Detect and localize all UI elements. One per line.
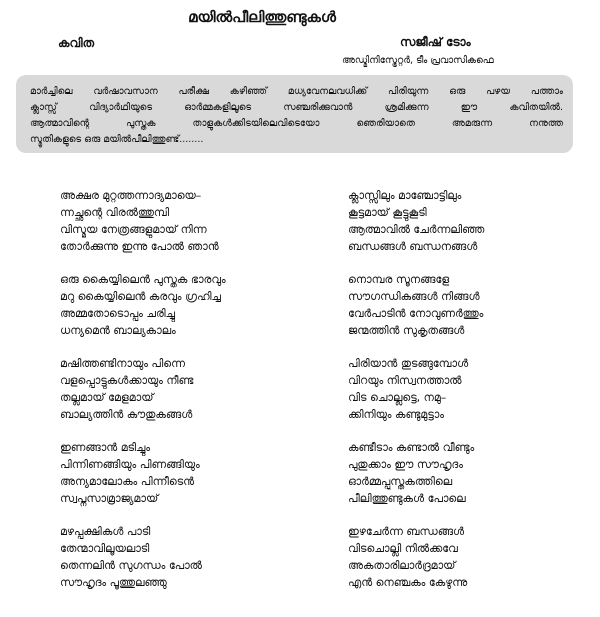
- poem-line: വളപ്പൊട്ടുകൾക്കായും നീണ്ട: [60, 374, 194, 387]
- poem-line: സൗഹൃദം പൂത്തുലഞ്ഞു: [60, 576, 167, 589]
- intro-line: ആത്മാവിന്റെ പുസ്തക താളുകൾക്കിടയിലെവിടെയോ ഞെരിയാതെ അമരുന്ന നനുത്ത: [30, 118, 563, 129]
- poem-line: തല്ലമായ് മേളമായ്: [60, 391, 154, 404]
- poem-line: കണ്ടീടാം കണ്ടാൽ വീണ്ടും: [348, 441, 475, 454]
- poem-line: മഴപ്പക്ഷികൾ പാടി: [60, 525, 151, 538]
- author-name: സജീഷ് ടോം: [400, 35, 471, 49]
- poem-line: വിറയും നിസ്വനത്താൽ: [348, 374, 462, 387]
- intro-line: സ്മൃതികളുടെ ഒരു മയിൽപീലിത്തുണ്ട്........: [30, 134, 204, 145]
- poem-right-column: [348, 187, 583, 607]
- poem-line: തെന്നലിൻ സുഗന്ധം പോൽ: [60, 559, 202, 572]
- poem-line: അന്യമാലോകം പിന്നീടെൻ: [60, 475, 195, 488]
- stanza: [348, 187, 583, 271]
- poem-line: വിടചൊല്ലി നിൽക്കവേ: [348, 542, 458, 555]
- poem-line: അകതാരിലാർദ്രമായ്: [348, 559, 456, 572]
- poem-line: വിസ്മയ നേത്രങ്ങളുമായ് നിന്ന: [60, 223, 207, 236]
- poem-line: ഇണങ്ങാൻ മടിച്ചും: [60, 441, 151, 454]
- poem-line: ഒരു കൈയ്യിലെൻ പുസ്തക ഭാരവും: [60, 273, 226, 286]
- stanza: [348, 439, 583, 523]
- stanza: [60, 187, 295, 271]
- stanza: [60, 355, 295, 439]
- poem-line: സൗഗന്ധികങ്ങൾ നിങ്ങൾ: [348, 290, 480, 303]
- poem-line: സ്വപ്നസാമ്രാജ്യമായ്: [60, 492, 159, 505]
- intro-line: മാർച്ചിലെ വർഷാവസാന പരീക്ഷ കഴിഞ്ഞ് മധ്യവേനലവധിക്ക് പിരിയുന്ന ഒരു പഴയ പത്താം: [30, 86, 563, 97]
- poem-line: അക്ഷര മുറ്റത്തന്നാദ്യമായെ–: [60, 189, 202, 202]
- poem-line: നൊമ്പര സൂനങ്ങളേ: [348, 273, 450, 286]
- stanza: [60, 523, 295, 607]
- poem-line: ധന്യമെൻ ബാല്യകാലം: [60, 324, 176, 337]
- poem-line: തേന്മാവിലൂയലാടി: [60, 542, 150, 555]
- poem-line: ക്കിനിയും കണ്ടുമുട്ടാം: [348, 408, 444, 421]
- poem-line: പിന്നിണങ്ങിയും പിണങ്ങിയും: [60, 458, 200, 471]
- poem-line: എൻ നെഞ്ചകം കേഴുന്നു: [348, 576, 468, 589]
- poem-left-column: [60, 187, 295, 607]
- intro-line: ക്ലാസ്സ് വിദ്യാർഥിയുടെ ഓർമ്മകളിലൂടെ സഞ്ചരിക്കുവാൻ ശ്രമിക്കുന്ന ഈ കവിതയിൽ.: [30, 102, 563, 113]
- poem-line: ബന്ധങ്ങൾ ബന്ധനങ്ങൾ: [348, 240, 478, 253]
- poem-line: മറു കൈയ്യിലെൻ കരവും ഗ്രഹിച്ച: [60, 290, 221, 303]
- genre-label: കവിത: [58, 36, 95, 50]
- stanza: [60, 271, 295, 355]
- poem-line: വിട ചൊല്ലട്ടെ, നമു–: [348, 391, 447, 404]
- poem-line: ആത്മാവിൽ ചേർന്നലിഞ്ഞ: [348, 223, 485, 236]
- poem-line: ബാല്യത്തിൻ കൗതുകങ്ങൾ: [60, 408, 193, 421]
- poem-line: ന്നച്ഛന്റെ വിരൽത്തുമ്പി: [60, 206, 170, 219]
- poem-title: മയിൽപീലിത്തുണ്ടുകൾ: [188, 8, 336, 26]
- poem-line: പുതുക്കാം ഈ സൗഹൃദം: [348, 458, 463, 471]
- poem-line: തോർക്കുന്നു ഇന്നു പോൽ ഞാൻ: [60, 240, 219, 253]
- intro-box: [16, 75, 573, 153]
- poem-line: ജന്മത്തിൻ സുകൃതങ്ങൾ: [348, 324, 465, 337]
- poem-line: മഷിത്തണ്ടിനായും പിന്നെ: [60, 357, 185, 370]
- poem-line: ക്ലാസ്സിലും മാഞ്ചോട്ടിലും: [348, 189, 462, 202]
- poem-line: വേർപാടിൻ നോവുണർത്തും: [348, 307, 484, 320]
- stanza: [348, 271, 583, 355]
- author-role: അഡ്മിനിസ്ട്രേറ്റർ, ടീം പ്രവാസികഫെ: [342, 55, 494, 66]
- poem-line: ഇഴചേർന്ന ബന്ധങ്ങൾ: [348, 525, 465, 538]
- stanza: [348, 523, 583, 607]
- poem-line: പീലിത്തുണ്ടുകൾ പോലെ: [348, 492, 466, 505]
- poem-line: കൂട്ടമായ് കൂട്ടുകൂടി: [348, 206, 427, 219]
- stanza: [60, 439, 295, 523]
- poem-line: അമ്മതോടൊപ്പം ചരിച്ചു: [60, 307, 176, 320]
- poem-line: പിരിയാൻ തുടങ്ങുമ്പോൾ: [348, 357, 469, 370]
- stanza: [348, 355, 583, 439]
- poem-line: ഓർമ്മപ്പുസ്തകത്തിലെ: [348, 475, 453, 488]
